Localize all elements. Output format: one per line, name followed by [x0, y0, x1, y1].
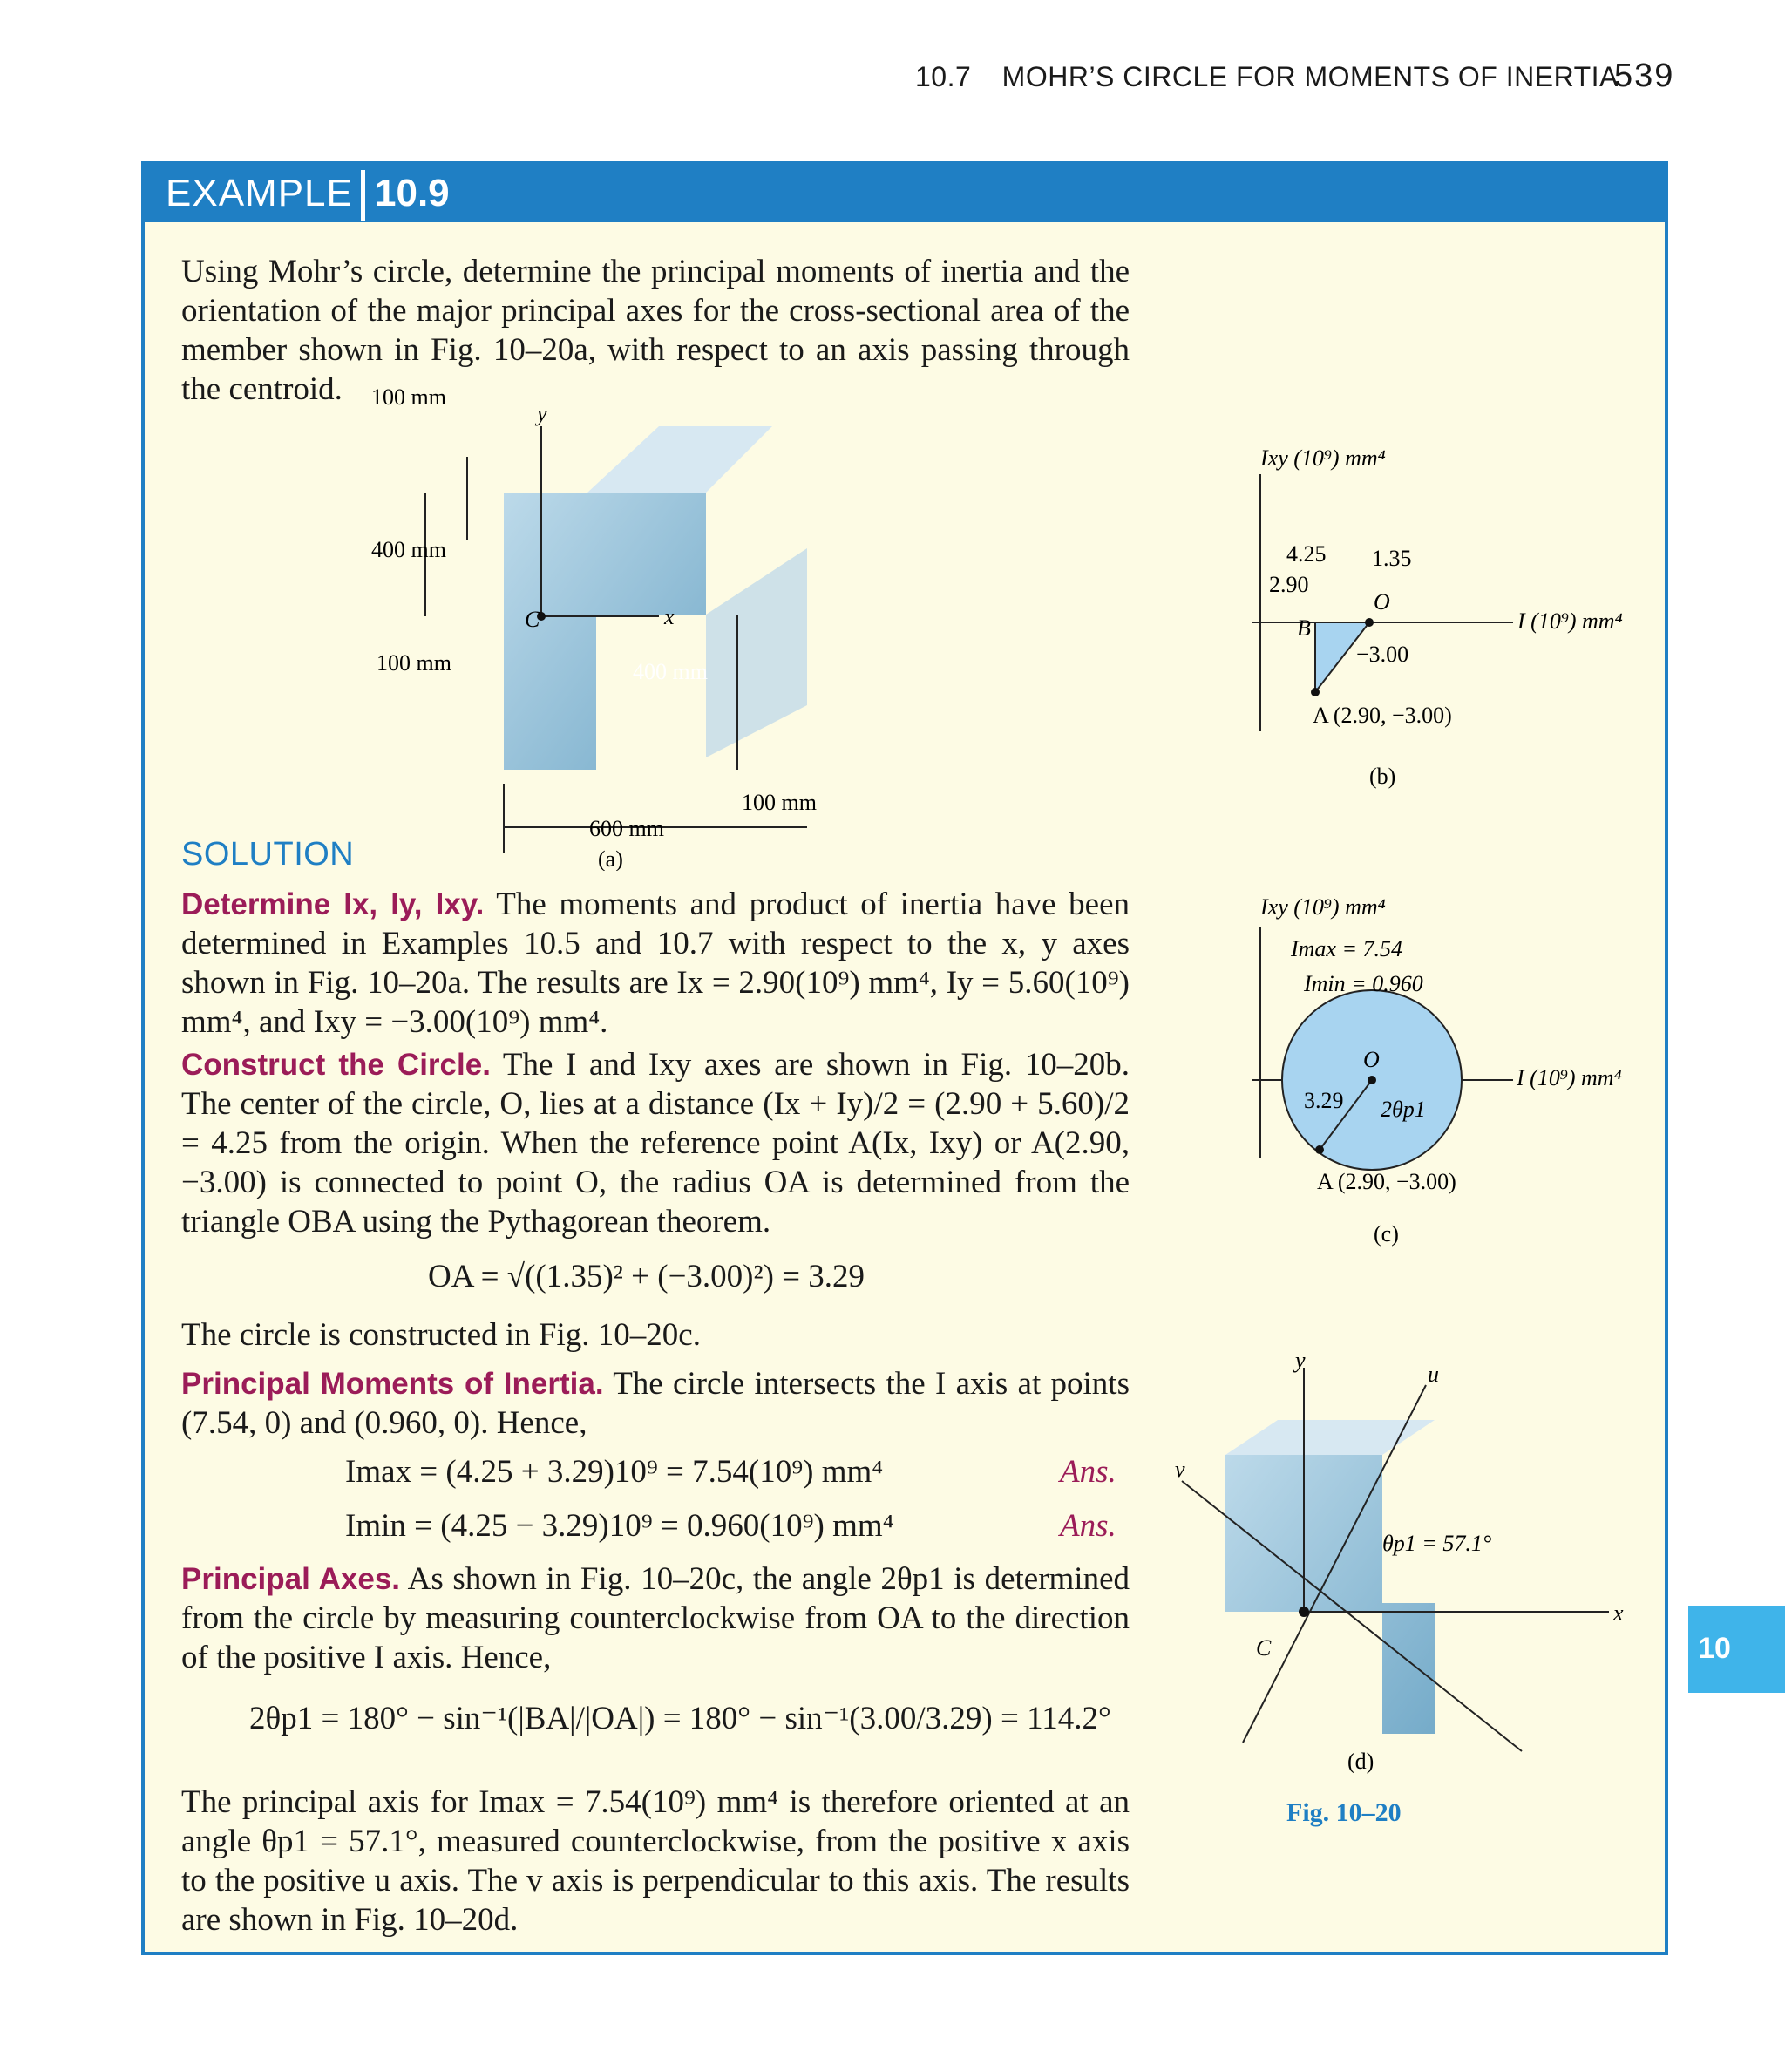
- figure-d: [1173, 1350, 1661, 1838]
- figure-caption: (b): [1369, 764, 1396, 789]
- dim-label: −3.00: [1356, 642, 1409, 667]
- equation-imin: Imin = (4.25 − 3.29)10⁹ = 0.960(10⁹) mm⁴: [345, 1508, 894, 1544]
- step-text: The circle intersects the I axis at points (7.54, 0) and (0.960, 0). Hence,: [181, 1366, 1130, 1441]
- running-head: [915, 61, 1619, 93]
- point-a: [1315, 1145, 1324, 1154]
- figure-a: [371, 383, 912, 871]
- equation-oa: OA = √((1.35)² + (−3.00)²) = 3.29: [428, 1259, 865, 1294]
- x-label: x: [664, 604, 675, 629]
- label-b: B: [1297, 615, 1311, 641]
- ixy-axis-label: Ixy (10⁹) mm⁴: [1260, 894, 1386, 920]
- i-axis-label: I (10⁹) mm⁴: [1517, 608, 1623, 634]
- y-label: y: [1295, 1350, 1306, 1373]
- centroid-label: C: [525, 607, 540, 632]
- i-axis-label: I (10⁹) mm⁴: [1517, 1065, 1622, 1090]
- step-text: As shown in Fig. 10–20c, the angle 2θp1 is determined from the circle by measuring counterclockwise from OA to the direction of the positive I axis. Hence,: [181, 1561, 1130, 1675]
- y-label: y: [537, 401, 547, 426]
- section-depth-top: [1225, 1420, 1435, 1455]
- section-title: MOHR’S CIRCLE FOR MOMENTS OF INERTIA: [1001, 61, 1619, 92]
- section-shape: [1225, 1455, 1435, 1734]
- problem-statement: Using Mohr’s circle, determine the principal moments of inertia and the orientation of the major principal axes for the cross-sectional area of the member shown in Fig. 10–20a, with respect to an axis passing through the centroid.: [181, 254, 1130, 407]
- point-a: [1311, 688, 1320, 696]
- figure-caption: (a): [598, 846, 623, 871]
- dim-label: 100 mm: [371, 384, 446, 410]
- example-word: EXAMPLE: [166, 172, 353, 214]
- step-text: The moments and product of inertia have been determined in Examples 10.5 and 10.7 with respect to the x, y axes shown in Fig. 10–20a. The results are Ix = 2.90(10⁹) mm⁴, Iy = 5.60(10⁹) mm⁴, and Ixy = −3.00(10⁹) mm⁴.: [181, 887, 1130, 1040]
- imax-label: Imax = 7.54: [1291, 936, 1403, 961]
- label-o: O: [1363, 1047, 1380, 1072]
- centroid-label: C: [1256, 1635, 1272, 1661]
- u-label: u: [1428, 1362, 1439, 1387]
- example-box: [141, 161, 1668, 1955]
- step-label: Principal Axes.: [181, 1562, 401, 1596]
- answer-mark: Ans.: [1060, 1454, 1116, 1490]
- radius-label: 3.29: [1304, 1088, 1344, 1113]
- equation-theta: 2θp1 = 180° − sin⁻¹(|BA|/|OA|) = 180° − sin⁻¹(3.00/3.29) = 114.2°: [249, 1701, 1111, 1736]
- ixy-axis-label: Ixy (10⁹) mm⁴: [1260, 445, 1386, 471]
- dim-label: 4.25: [1286, 541, 1327, 567]
- step-label: Principal Moments of Inertia.: [181, 1367, 604, 1401]
- dim-label: 400 mm: [371, 537, 446, 562]
- section-depth-top: [587, 426, 772, 493]
- page-number: 539: [1614, 58, 1675, 94]
- example-header: [145, 165, 1665, 222]
- angle-label: 2θp1: [1381, 1097, 1426, 1122]
- point-o: [1368, 1076, 1376, 1084]
- label-o: O: [1374, 589, 1390, 615]
- step-determine: [181, 885, 1130, 1042]
- step-text: The I and Ixy axes are shown in Fig. 10–20b. The center of the circle, O, lies at a distance (Ix + Iy)/2 = (2.90 + 5.60)/2 = 4.25 from the origin. When the reference point A(Ix, Ixy) or A(2.90, −3.00) is connected to point O, the radius OA is determined from the triangle OBA using the Pythagorean theorem.: [181, 1047, 1130, 1240]
- figure-caption: (c): [1374, 1221, 1399, 1247]
- label-a: A (2.90, −3.00): [1317, 1169, 1456, 1194]
- example-number: 10.9: [375, 172, 450, 214]
- conclusion: The principal axis for Imax = 7.54(10⁹) mm⁴ is therefore oriented at an angle θp1 = 57.1°, measured counterclockwise, from the positive x axis to the positive u axis. The v axis is perpendicular to this axis. The results are shown in Fig. 10–20d.: [181, 1784, 1130, 1938]
- chapter-tab: [1688, 1606, 1785, 1693]
- answer-mark: Ans.: [1060, 1508, 1116, 1544]
- figure-c: [1252, 888, 1661, 1254]
- dim-label: 100 mm: [742, 790, 817, 815]
- imin-label: Imin = 0.960: [1304, 971, 1423, 996]
- chapter-tab-label: 10: [1698, 1632, 1731, 1665]
- section-number: 10.7: [915, 61, 972, 92]
- figure-b: [1252, 444, 1653, 819]
- step-label: Determine Ix, Iy, Ixy.: [181, 887, 485, 921]
- dim-label: 1.35: [1372, 546, 1412, 571]
- step-label: Construct the Circle.: [181, 1048, 491, 1082]
- point-o: [1365, 618, 1374, 627]
- centroid-point: [1299, 1607, 1309, 1617]
- solution-title: SOLUTION: [181, 836, 355, 873]
- dim-label: 600 mm: [589, 816, 664, 841]
- angle-label: θp1 = 57.1°: [1382, 1531, 1492, 1556]
- x-label: x: [1613, 1600, 1624, 1626]
- section-depth-side: [706, 548, 807, 757]
- figure-caption: (d): [1347, 1749, 1374, 1774]
- dim-label: 400 mm: [633, 659, 708, 684]
- dim-label: 100 mm: [377, 650, 451, 676]
- v-label: v: [1175, 1457, 1185, 1482]
- step-principal-moments: [181, 1364, 1130, 1443]
- label-a: A (2.90, −3.00): [1313, 703, 1452, 728]
- figure-title: Fig. 10–20: [1286, 1798, 1402, 1827]
- example-separator: [361, 170, 365, 221]
- dim-label: 2.90: [1269, 572, 1309, 597]
- circle-note: The circle is constructed in Fig. 10–20c.: [181, 1317, 701, 1353]
- step-principal-axes: [181, 1559, 1130, 1677]
- step-construct: [181, 1045, 1130, 1241]
- equation-imax: Imax = (4.25 + 3.29)10⁹ = 7.54(10⁹) mm⁴: [345, 1454, 884, 1490]
